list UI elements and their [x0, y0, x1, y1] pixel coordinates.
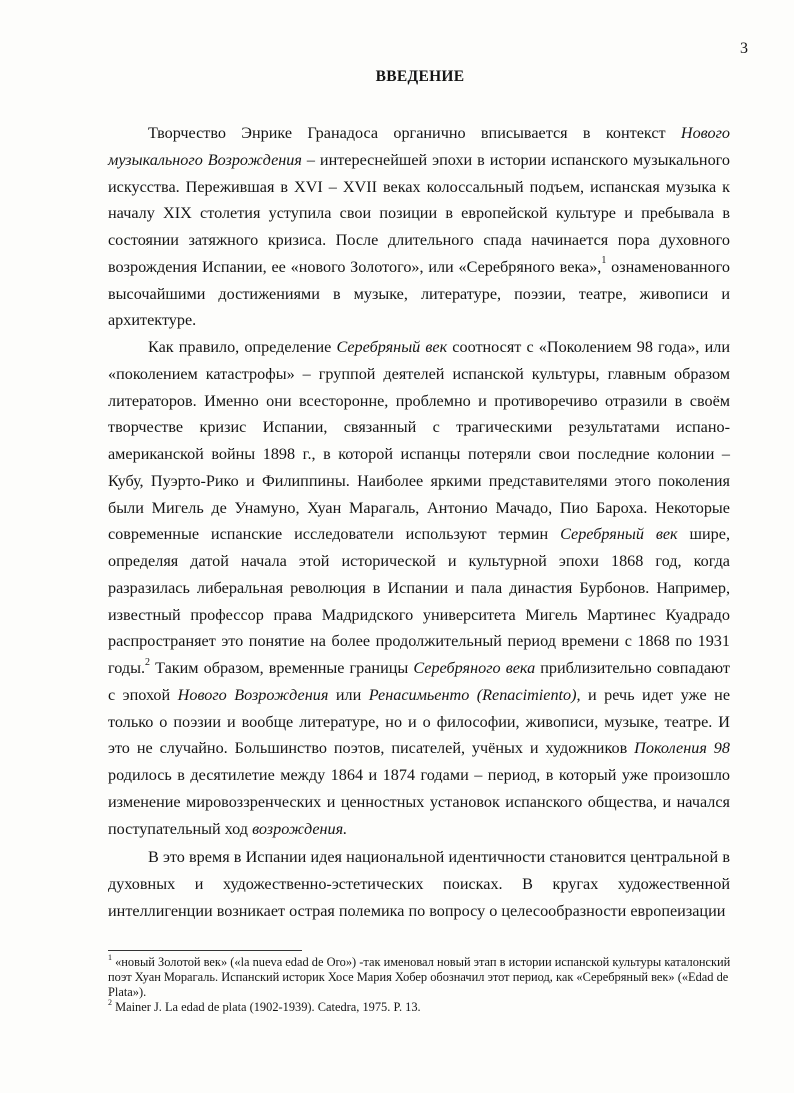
body-text [108, 120, 730, 925]
italic-term: Нового Возрождения [177, 685, 329, 704]
footnotes [108, 952, 733, 1015]
footnote-mark: 1 [108, 952, 112, 962]
paragraph-2: Как правило, определение Серебряный век соотносят с «Поколением 98 года», или «поколением катастрофы» – группой деятелей испанской культуры, главным образом литераторов. Именно они всесторонне, проблемно и противоречиво отразили в своём творчестве кризис Испании, связанный с трагическими результатами испано-американской войны 1898 г., в которой испанцы потеряли свои последние колонии – Кубу, Пуэрто-Рико и Филиппины. Наиболее яркими представителями этого поколения были Мигель де Унамуно, Хуан Марагаль, Антонио Мачадо, Пио Бароха. Некоторые современные испанские исследователи используют термин Серебряный век шире, определяя датой начала этой исторической и культурной эпохи 1868 год, когда разразилась либеральная революция в Испании и пала династия Бурбонов. Например, известный профессор права Мадридского университета Мигель Мартинес Куадрадо распространяет это понятие на более продолжительный период времени с 1868 по 1931 годы.$^2$ Таким образом, временные границы Серебряного века приблизительно совпадают с эпохой Нового Возрождения или Ренасимьенто (Renacimiento), и речь идет уже не только о поэзии и вообще литературе, но и о философии, живописи, музыке, театре. И это не случайно. Большинство поэтов, писателей, учёных и художников Поколения 98 родилось в десятилетие между 1864 и 1874 годами – период, в который уже произошло изменение мировоззренческих и ценностных установок испанского общества, и начался поступательный ход возрождения. [108, 338, 731, 838]
italic-term: Поколения 98 [634, 739, 730, 758]
footnote-ref-2[interactable]: 2 [145, 656, 151, 668]
paragraph-1: Творчество Энрике Гранадоса органично вписывается в контекст Нового музыкального Возрождения – интереснейшей эпохи в истории испанского музыкального искусства. Пережившая в XVI – XVII веках колоссальный подъем, испанская музыка к началу XIX столетия уступила свои позиции в европейской культуре и пребывала в состоянии затяжного кризиса. После длительного спада начинается пора духовного возрождения Испании, ее «нового Золотого», или «Серебряного века»,$^1$ ознаменованного высочайшими достижениями в музыке, литературе, поэзии, театре, живописи и архитектуре. [108, 124, 730, 330]
footnote-mark: 2 [108, 997, 112, 1007]
page-number: 3 [740, 40, 748, 57]
paragraph-3: В это время в Испании идея национальной идентичности становится центральной в духовных и художественно-эстетических поисках. В кругах художественной интеллигенции возникает острая полемика по вопросу о целесообразности европеизации [108, 848, 730, 920]
italic-term: Ренасимьенто (Renacimiento), [368, 685, 581, 704]
footnote-ref-1[interactable]: 1 [601, 255, 607, 267]
italic-term: Серебряного века [413, 659, 536, 677]
italic-term: Нового музыкального Возрождения [108, 124, 730, 169]
footnote-1: $^1$ «новый Золотой век» («la nueva edad de Oro») -так именовал новый этап в истории испанской культуры каталонский поэт Хуан Морагаль. Испанский историк Хосе Мария Хобер обозначил этот период, как «Серебряный век» («Edad de Plata»). [108, 952, 731, 999]
italic-term: Серебряный век [336, 338, 448, 356]
italic-term: Серебряный век [560, 525, 678, 544]
italic-term: возрождения. [252, 819, 348, 838]
footnote-2: $^2$ Mainer J. La edad de plata (1902-1939). Catedra, 1975. P. 13. [108, 997, 421, 1014]
footnote-divider [108, 950, 302, 951]
page-title: ВВЕДЕНИЕ [375, 68, 465, 85]
